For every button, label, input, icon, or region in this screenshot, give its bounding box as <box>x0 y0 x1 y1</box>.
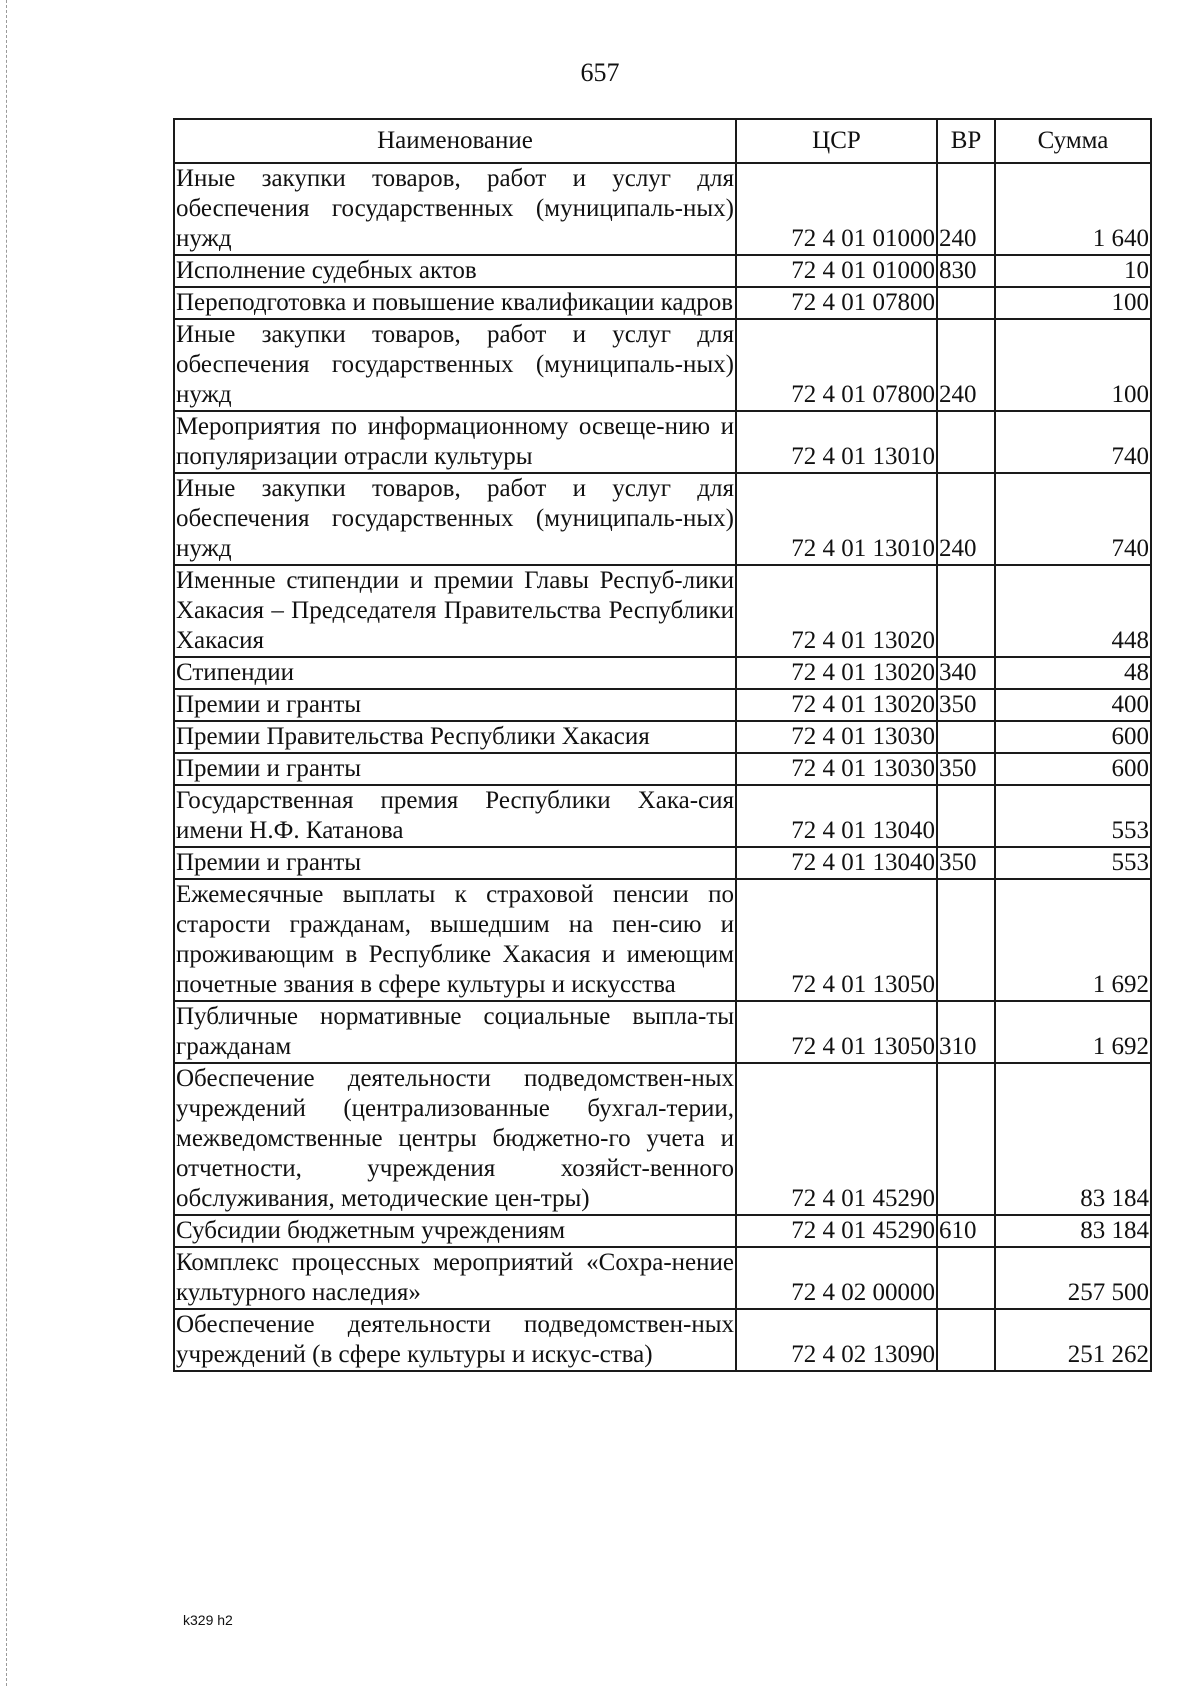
row-csr: 72 4 01 13030 <box>736 721 937 753</box>
row-name: Переподготовка и повышение квалификации кадров <box>174 287 736 319</box>
row-vr: 340 <box>937 657 995 689</box>
row-name: Стипендии <box>174 657 736 689</box>
row-name: Мероприятия по информационному освеще-нию и популяризации отрасли культуры <box>174 411 736 473</box>
row-sum: 553 <box>995 847 1151 879</box>
table-row <box>174 753 1151 785</box>
header-sum: Сумма <box>995 119 1151 163</box>
row-csr: 72 4 01 45290 <box>736 1063 937 1215</box>
row-csr: 72 4 01 13020 <box>736 657 937 689</box>
row-vr: 240 <box>937 163 995 255</box>
table-row <box>174 847 1151 879</box>
row-vr: 240 <box>937 319 995 411</box>
header-vr: ВР <box>937 119 995 163</box>
table-row <box>174 1215 1151 1247</box>
row-csr: 72 4 01 01000 <box>736 255 937 287</box>
row-vr: 610 <box>937 1215 995 1247</box>
row-vr: 350 <box>937 753 995 785</box>
row-vr <box>937 287 995 319</box>
row-sum: 48 <box>995 657 1151 689</box>
row-csr: 72 4 01 07800 <box>736 319 937 411</box>
row-sum: 400 <box>995 689 1151 721</box>
row-csr: 72 4 01 13030 <box>736 753 937 785</box>
row-sum: 553 <box>995 785 1151 847</box>
row-vr <box>937 1063 995 1215</box>
table-row <box>174 1063 1151 1215</box>
row-csr: 72 4 01 13050 <box>736 879 937 1001</box>
row-vr <box>937 1309 995 1371</box>
row-csr: 72 4 02 13090 <box>736 1309 937 1371</box>
row-csr: 72 4 01 13010 <box>736 411 937 473</box>
page-number: 657 <box>580 58 620 87</box>
row-vr <box>937 1247 995 1309</box>
header-csr: ЦСР <box>736 119 937 163</box>
table-row <box>174 565 1151 657</box>
row-name: Ежемесячные выплаты к страховой пенсии по старости гражданам, вышедшим на пен-сию и проживающим в Республике Хакасия и имеющим почетные звания в сфере культуры и искусства <box>174 879 736 1001</box>
row-name: Премии и гранты <box>174 689 736 721</box>
row-csr: 72 4 01 13040 <box>736 847 937 879</box>
table-header-row <box>174 119 1151 163</box>
row-csr: 72 4 01 13040 <box>736 785 937 847</box>
row-sum: 448 <box>995 565 1151 657</box>
row-name: Исполнение судебных актов <box>174 255 736 287</box>
row-name: Обеспечение деятельности подведомствен-ных учреждений (в сфере культуры и искус-ства) <box>174 1309 736 1371</box>
row-name: Именные стипендии и премии Главы Респуб-лики Хакасия – Председателя Правительства Республики Хакасия <box>174 565 736 657</box>
row-csr: 72 4 01 07800 <box>736 287 937 319</box>
row-name: Иные закупки товаров, работ и услуг для обеспечения государственных (муниципаль-ных) нужд <box>174 163 736 255</box>
row-vr <box>937 565 995 657</box>
row-csr: 72 4 01 13020 <box>736 689 937 721</box>
row-sum: 10 <box>995 255 1151 287</box>
row-vr <box>937 411 995 473</box>
table-row <box>174 785 1151 847</box>
row-sum: 83 184 <box>995 1063 1151 1215</box>
row-sum: 100 <box>995 287 1151 319</box>
row-name: Иные закупки товаров, работ и услуг для обеспечения государственных (муниципаль-ных) нужд <box>174 319 736 411</box>
table-row <box>174 473 1151 565</box>
row-sum: 257 500 <box>995 1247 1151 1309</box>
table-row <box>174 657 1151 689</box>
row-name: Государственная премия Республики Хака-сия имени Н.Ф. Катанова <box>174 785 736 847</box>
table-row <box>174 721 1151 753</box>
row-sum: 740 <box>995 411 1151 473</box>
row-sum: 83 184 <box>995 1215 1151 1247</box>
table-row <box>174 255 1151 287</box>
table-row <box>174 287 1151 319</box>
row-vr: 830 <box>937 255 995 287</box>
row-name: Субсидии бюджетным учреждениям <box>174 1215 736 1247</box>
row-name: Премии Правительства Республики Хакасия <box>174 721 736 753</box>
row-vr <box>937 785 995 847</box>
row-sum: 1 640 <box>995 163 1151 255</box>
row-vr: 350 <box>937 847 995 879</box>
table-row <box>174 1309 1151 1371</box>
row-name: Обеспечение деятельности подведомствен-ных учреждений (централизованные бухгал-терии, межведомственные центры бюджетно-го учета и отчетности, учреждения хозяйст-венного обслуживания, методические цен-тры) <box>174 1063 736 1215</box>
row-name: Премии и гранты <box>174 847 736 879</box>
row-sum: 1 692 <box>995 879 1151 1001</box>
row-csr: 72 4 01 01000 <box>736 163 937 255</box>
table-row <box>174 411 1151 473</box>
table-row <box>174 689 1151 721</box>
row-sum: 600 <box>995 721 1151 753</box>
row-vr: 240 <box>937 473 995 565</box>
table-row <box>174 879 1151 1001</box>
row-sum: 1 692 <box>995 1001 1151 1063</box>
row-vr <box>937 721 995 753</box>
scan-edge-line <box>6 0 8 1686</box>
table-row <box>174 1001 1151 1063</box>
row-vr: 350 <box>937 689 995 721</box>
row-sum: 740 <box>995 473 1151 565</box>
row-vr <box>937 879 995 1001</box>
table-row <box>174 163 1151 255</box>
table-row <box>174 319 1151 411</box>
row-vr: 310 <box>937 1001 995 1063</box>
row-name: Иные закупки товаров, работ и услуг для обеспечения государственных (муниципаль-ных) нужд <box>174 473 736 565</box>
footer-code: k329 h2 <box>183 1612 233 1628</box>
table-row <box>174 1247 1151 1309</box>
row-csr: 72 4 01 13020 <box>736 565 937 657</box>
row-csr: 72 4 01 45290 <box>736 1215 937 1247</box>
row-name: Комплекс процессных мероприятий «Сохра-нение культурного наследия» <box>174 1247 736 1309</box>
row-name: Премии и гранты <box>174 753 736 785</box>
row-csr: 72 4 02 00000 <box>736 1247 937 1309</box>
row-sum: 251 262 <box>995 1309 1151 1371</box>
row-csr: 72 4 01 13010 <box>736 473 937 565</box>
row-csr: 72 4 01 13050 <box>736 1001 937 1063</box>
row-name: Публичные нормативные социальные выпла-ты гражданам <box>174 1001 736 1063</box>
budget-table <box>173 118 1152 1372</box>
row-sum: 600 <box>995 753 1151 785</box>
row-sum: 100 <box>995 319 1151 411</box>
header-name: Наименование <box>174 119 736 163</box>
